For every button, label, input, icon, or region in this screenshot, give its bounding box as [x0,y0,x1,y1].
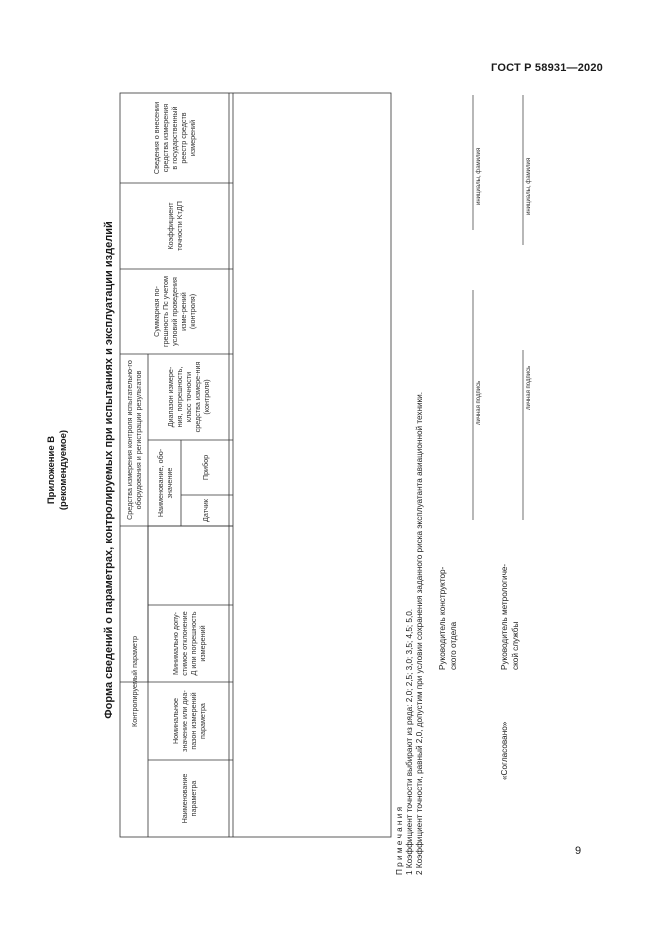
min-dev-header: Минимально допу-стимое отклонение Д или погрешность измерений [170,611,207,676]
param-name-header: Наименование параметра [179,773,198,824]
standard-header: ГОСТ Р 58931—2020 [491,62,603,74]
registry-header: Сведения о внесении средства измерения в государственный реестр средств измерений [152,101,197,175]
design-head-label: Руководитель конструктор-ского отдела [438,566,458,670]
agreed-label: «Согласовано» [500,721,509,780]
metrology-signature-caption: личная подпись [526,365,532,410]
group-means-header: Средства измерения контроля испытательно-го оборудования и регистрации результатов [125,360,143,520]
metrology-name-caption: инициалы, фамилия [526,157,532,215]
notes-heading: П р и м е ч а н и я [395,806,404,875]
metrology-head-label: Руководитель метрологиче-ской службы [500,563,520,670]
device-header: Прибор [200,454,210,481]
coef-header: Коэффициент точности KтДП [165,201,184,251]
appendix-title: Приложение В [46,435,57,505]
page-number: 9 [575,845,582,857]
naming-header: Наименование, обо-значение [155,448,174,518]
form-title: Форма сведений о параметрах, контролируемых при испытаниях и эксплуатации изделий [103,221,115,719]
note-2: 2 Коэффициент точности, равный 2,0, допустим при условии сохранения заданного риска эксплуатанта авиационной техники. [415,391,424,875]
note-1: 1 Коэффициент точности выбирают из ряда: 2,0; 2,5; 3,0; 3,5; 4,5; 5,0. [405,608,414,875]
design-name-caption: инициалы, фамилия [476,147,482,205]
design-signature-caption: личная подпись [476,380,482,425]
range-header: Диапазон измере-ния, погрешность, класс точности средства измере-ния (контроля) [166,361,211,433]
group-param-header: Контролируемый параметр [129,636,139,727]
total-error-header: Суммарная по-грешность Пс учетом условий проведения изме-рений (контроля) [152,276,197,347]
sensor-header: Датчик [200,499,210,522]
nominal-header: Номинальное значение или диа-пазон измерений параметра [170,690,207,752]
appendix-subtitle: (рекомендуемое) [58,429,69,511]
